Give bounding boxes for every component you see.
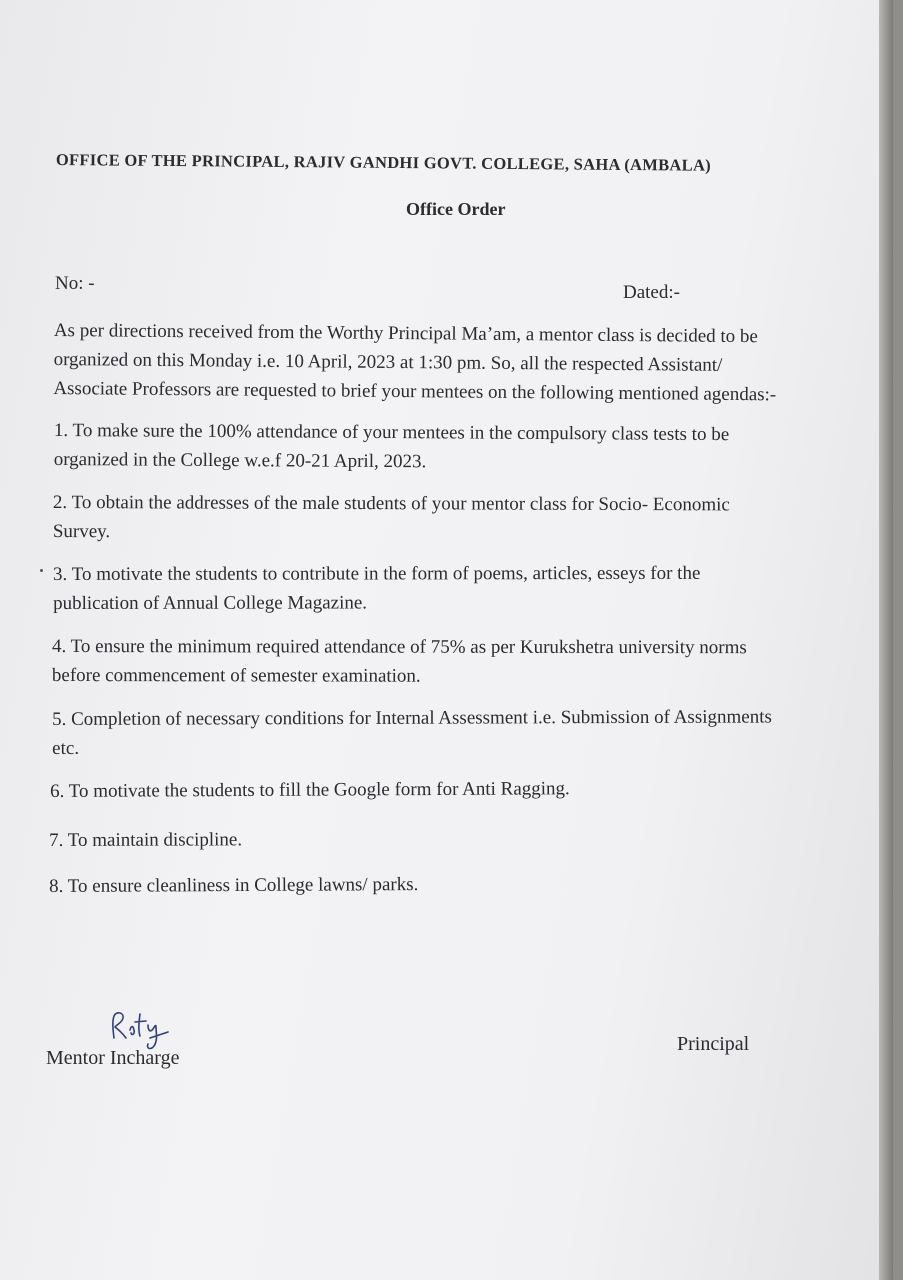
agenda-item-line: 5. Completion of necessary conditions for Internal Assessment i.e. Submission of Assignments [52,706,772,730]
agenda-item-7 [49,823,869,855]
handwritten-signature [104,1008,174,1052]
agenda-item-line: 8. To ensure cleanliness in College lawns/ parks. [49,874,419,897]
intro-line: organized on this Monday i.e. 10 April, 2023 at 1:30 pm. So, all the respected Assistant/ [53,348,723,376]
agenda-item-2 [53,488,873,549]
agenda-item-3 [53,559,873,618]
agenda-item-1 [54,416,874,479]
page-edge-shadow [879,0,893,1280]
order-number-label: No: - [55,273,95,294]
signature-stroke [113,1013,168,1049]
intro-line: As per directions received from the Worthy Principal Ma’am, a mentor class is decided to be [53,319,759,348]
agenda-item-4 [52,632,872,691]
agenda-item-line: 7. To maintain discipline. [49,829,243,851]
stray-mark [40,569,43,572]
agenda-item-line: etc. [52,737,80,759]
mentor-incharge-label: Mentor Incharge [46,1047,180,1069]
agenda-item-line: 6. To motivate the students to fill the Google form for Anti Ragging. [50,778,570,802]
intro-line: Associate Professors are requested to brief your mentees on the following mentioned agendas:- [53,377,777,406]
order-date-label: Dated:- [623,282,680,303]
agenda-item-line: 4. To ensure the minimum required attendance of 75% as per Kurukshetra university norms [51,636,747,659]
intro-paragraph [53,316,854,410]
agenda-item-8 [49,868,869,901]
agenda-item-line: 3. To motivate the students to contribute in the form of poems, articles, esseys for the [53,562,701,585]
principal-label: Principal [677,1033,750,1055]
agenda-item-line: 1. To make sure the 100% attendance of your mentees in the compulsory class tests to be [53,419,730,446]
agenda-item-line: publication of Annual College Magazine. [53,592,368,614]
agenda-item-5 [52,702,872,763]
agenda-item-line: organized in the College w.e.f 20-21 April, 2023. [53,448,427,473]
agenda-item-line: Survey. [52,520,111,543]
agenda-item-6 [50,773,870,806]
document-title: Office Order [406,199,506,219]
office-header: OFFICE OF THE PRINCIPAL, RAJIV GANDHI GOVT. COLLEGE, SAHA (AMBALA) [55,150,712,175]
agenda-item-line: 2. To obtain the addresses of the male students of your mentor class for Socio- Economic [52,491,730,516]
agenda-item-line: before commencement of semester examination. [51,664,421,687]
